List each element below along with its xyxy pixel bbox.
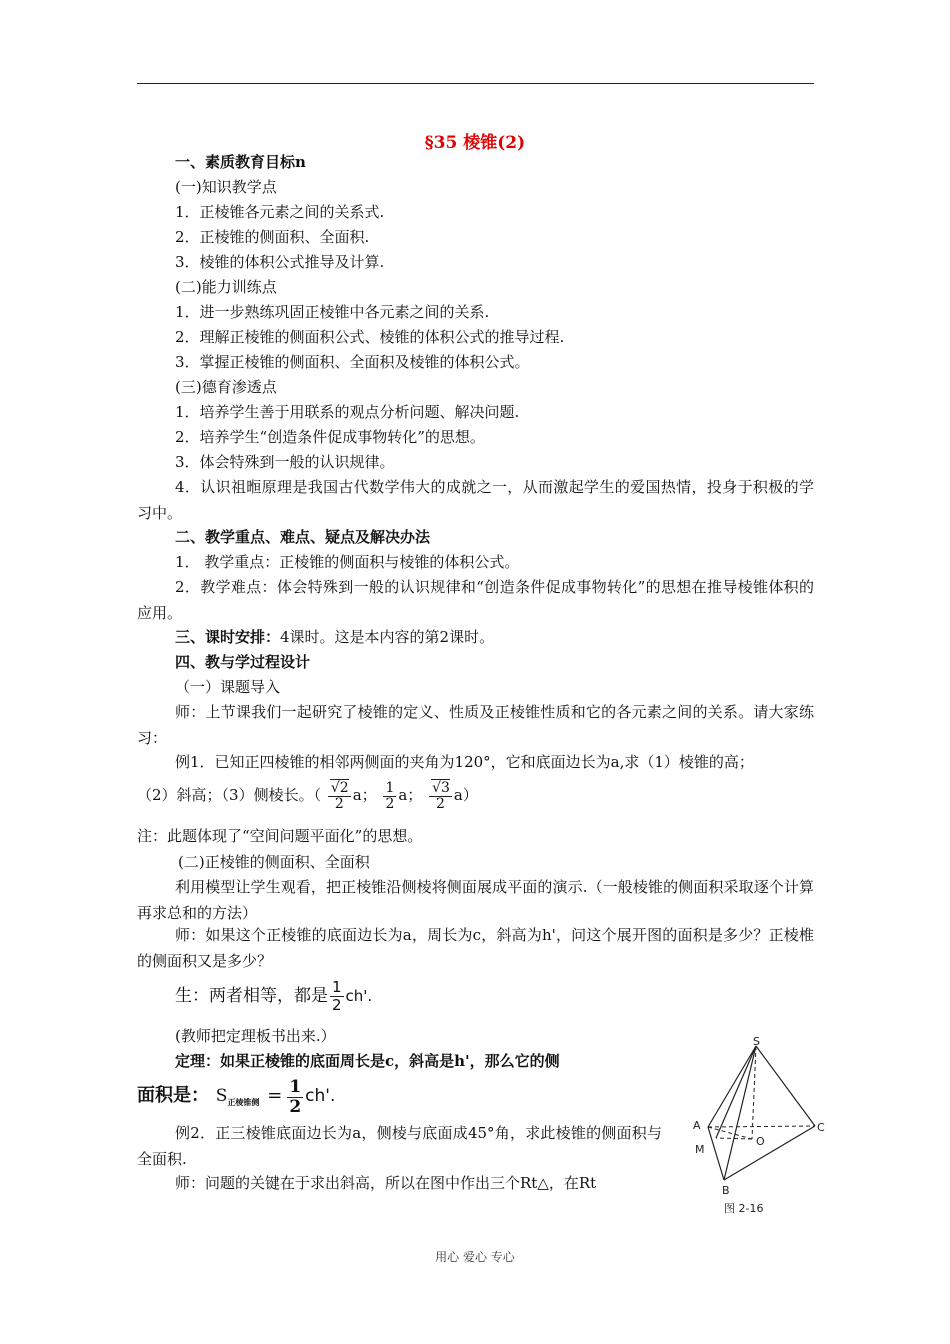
fraction bbox=[383, 781, 396, 812]
fraction bbox=[287, 1078, 303, 1117]
label-m: M bbox=[695, 1143, 705, 1156]
fraction bbox=[429, 781, 452, 812]
frac-den: 2 bbox=[332, 995, 342, 1014]
teacher-paragraph-2: 师：如果这个正棱锥的底面边长为a，周长为c，斜高为h'，问这个展开图的面积是多少？正棱椎的侧面积又是多少？ bbox=[137, 926, 814, 970]
area-formula bbox=[137, 1076, 335, 1116]
segment-ao bbox=[708, 1127, 752, 1139]
header-rule bbox=[137, 83, 814, 84]
label-b: B bbox=[722, 1184, 730, 1197]
frac-num: 1 bbox=[385, 779, 395, 796]
edge-sa bbox=[708, 1046, 756, 1127]
frac-num: 1 bbox=[332, 977, 342, 996]
frac-num: √2 bbox=[330, 779, 349, 796]
example-1-line2: （2）斜高；（3）侧棱长。（ bbox=[137, 786, 322, 804]
section-1c-heading: (三)德育渗透点 bbox=[175, 378, 277, 396]
list-item: 2．培养学生“创造条件促成事物转化”的思想。 bbox=[175, 428, 485, 446]
label-o: O bbox=[756, 1135, 765, 1148]
model-paragraph: 利用模型让学生观看，把正棱锥沿侧棱将侧面展成平面的演示.（一般棱锥的侧面积采取逐个计算再求总和的方法） bbox=[137, 878, 814, 922]
list-item: 2．正棱锥的侧面积、全面积. bbox=[175, 228, 370, 246]
section-4a-heading: （一）课题导入 bbox=[175, 678, 281, 696]
frac-den: 2 bbox=[436, 795, 445, 812]
section-1a-heading: (一)知识教学点 bbox=[175, 178, 277, 196]
list-item: 1． 教学重点：正棱锥的侧面积与棱锥的体积公式。 bbox=[175, 553, 520, 571]
frac-den: 2 bbox=[385, 795, 395, 812]
teacher-paragraph-3: 师：问题的关键在于求出斜高，所以在图中作出三个Rt△，在Rt bbox=[175, 1174, 597, 1192]
frac-num: 1 bbox=[289, 1076, 302, 1097]
section-1b-heading: (二)能力训练点 bbox=[175, 278, 277, 296]
teacher-paragraph-1: 师：上节课我们一起研究了棱锥的定义、性质及正棱锥性质和它的各元素之间的关系。请大家练习： bbox=[137, 703, 814, 747]
list-item: 4．认识祖暅原理是我国古代数学伟大的成就之一，从而激起学生的爱国热情，投身于积极的学习中。 bbox=[137, 478, 814, 522]
frac-den: 2 bbox=[334, 795, 344, 812]
formula-tail: ch'. bbox=[345, 987, 373, 1005]
fraction bbox=[328, 781, 351, 812]
label-a: A bbox=[693, 1119, 701, 1132]
slant-height-sm bbox=[716, 1046, 756, 1138]
edge-ac bbox=[708, 1126, 815, 1127]
student-text: 生：两者相等，都是 bbox=[175, 986, 328, 1006]
section-2-heading: 二、教学重点、难点、疑点及解决办法 bbox=[175, 528, 431, 546]
teacher-note: (教师把定理板书出来.） bbox=[175, 1027, 336, 1045]
label-c: C bbox=[817, 1121, 825, 1134]
answer-var: a） bbox=[453, 786, 478, 804]
page-title: §35 棱锥(2) bbox=[424, 133, 526, 153]
list-item: 3．体会特殊到一般的认识规律。 bbox=[175, 453, 395, 471]
pyramid-figure bbox=[690, 1036, 830, 1216]
list-item: 1．正棱锥各元素之间的关系式. bbox=[175, 203, 385, 221]
answer-var: a； bbox=[352, 786, 377, 804]
frac-num: √3 bbox=[432, 779, 450, 796]
list-item: 2．理解正棱锥的侧面积公式、棱锥的体积公式的推导过程. bbox=[175, 328, 565, 346]
answer-var: a； bbox=[398, 786, 423, 804]
edge-bc bbox=[724, 1126, 815, 1180]
formula-equals: = bbox=[267, 1085, 283, 1106]
section-1-heading: 一、素质教育目标n bbox=[175, 153, 306, 171]
example-1: 例1．已知正四棱锥的相邻两侧面的夹角为120°，它和底面边长为a,求（1）棱锥的高； bbox=[175, 753, 754, 771]
formula-tail: ch'. bbox=[305, 1086, 336, 1106]
section-4-heading: 四、教与学过程设计 bbox=[175, 653, 311, 671]
section-3-text: 4课时。这是本内容的第2课时。 bbox=[280, 628, 495, 646]
list-item: 1．培养学生善于用联系的观点分析问题、解决问题. bbox=[175, 403, 520, 421]
edge-ab bbox=[708, 1127, 724, 1180]
theorem: 定理：如果正棱锥的底面周长是c，斜高是h'，那么它的侧 bbox=[175, 1052, 560, 1070]
list-item: 3．棱锥的体积公式推导及计算. bbox=[175, 253, 385, 271]
section-3-heading: 三、课时安排： bbox=[175, 628, 281, 646]
section-4b-heading: (二)正棱锥的侧面积、全面积 bbox=[178, 853, 370, 871]
fraction bbox=[330, 979, 344, 1014]
list-item: 3．掌握正棱锥的侧面积、全面积及棱锥的体积公式。 bbox=[175, 353, 530, 371]
edge-sb bbox=[724, 1046, 756, 1180]
frac-den: 2 bbox=[289, 1096, 302, 1117]
section-3 bbox=[175, 627, 494, 647]
label-s: S bbox=[753, 1036, 760, 1048]
formula-subscript: 正棱锥侧 bbox=[227, 1097, 260, 1107]
edge-sc bbox=[756, 1046, 815, 1126]
list-item: 1．进一步熟练巩固正棱锥中各元素之间的关系. bbox=[175, 303, 490, 321]
area-label: 面积是： bbox=[137, 1085, 209, 1106]
figure-caption: 图 2-16 bbox=[724, 1202, 764, 1215]
example-1-answers bbox=[137, 778, 478, 812]
note: 注：此题体现了“空间问题平面化”的思想。 bbox=[137, 827, 423, 845]
list-item: 2．教学难点：体会特殊到一般的认识规律和“创造条件促成事物转化”的思想在推导棱锥体积的应用。 bbox=[137, 578, 814, 622]
formula-symbol: S bbox=[215, 1086, 228, 1106]
page-footer: 用心 爱心 专心 bbox=[435, 1250, 515, 1264]
example-2: 例2．正三棱锥底面边长为a，侧棱与底面成45°角，求此棱锥的侧面积与全面积. bbox=[137, 1124, 662, 1168]
student-answer bbox=[175, 978, 372, 1014]
